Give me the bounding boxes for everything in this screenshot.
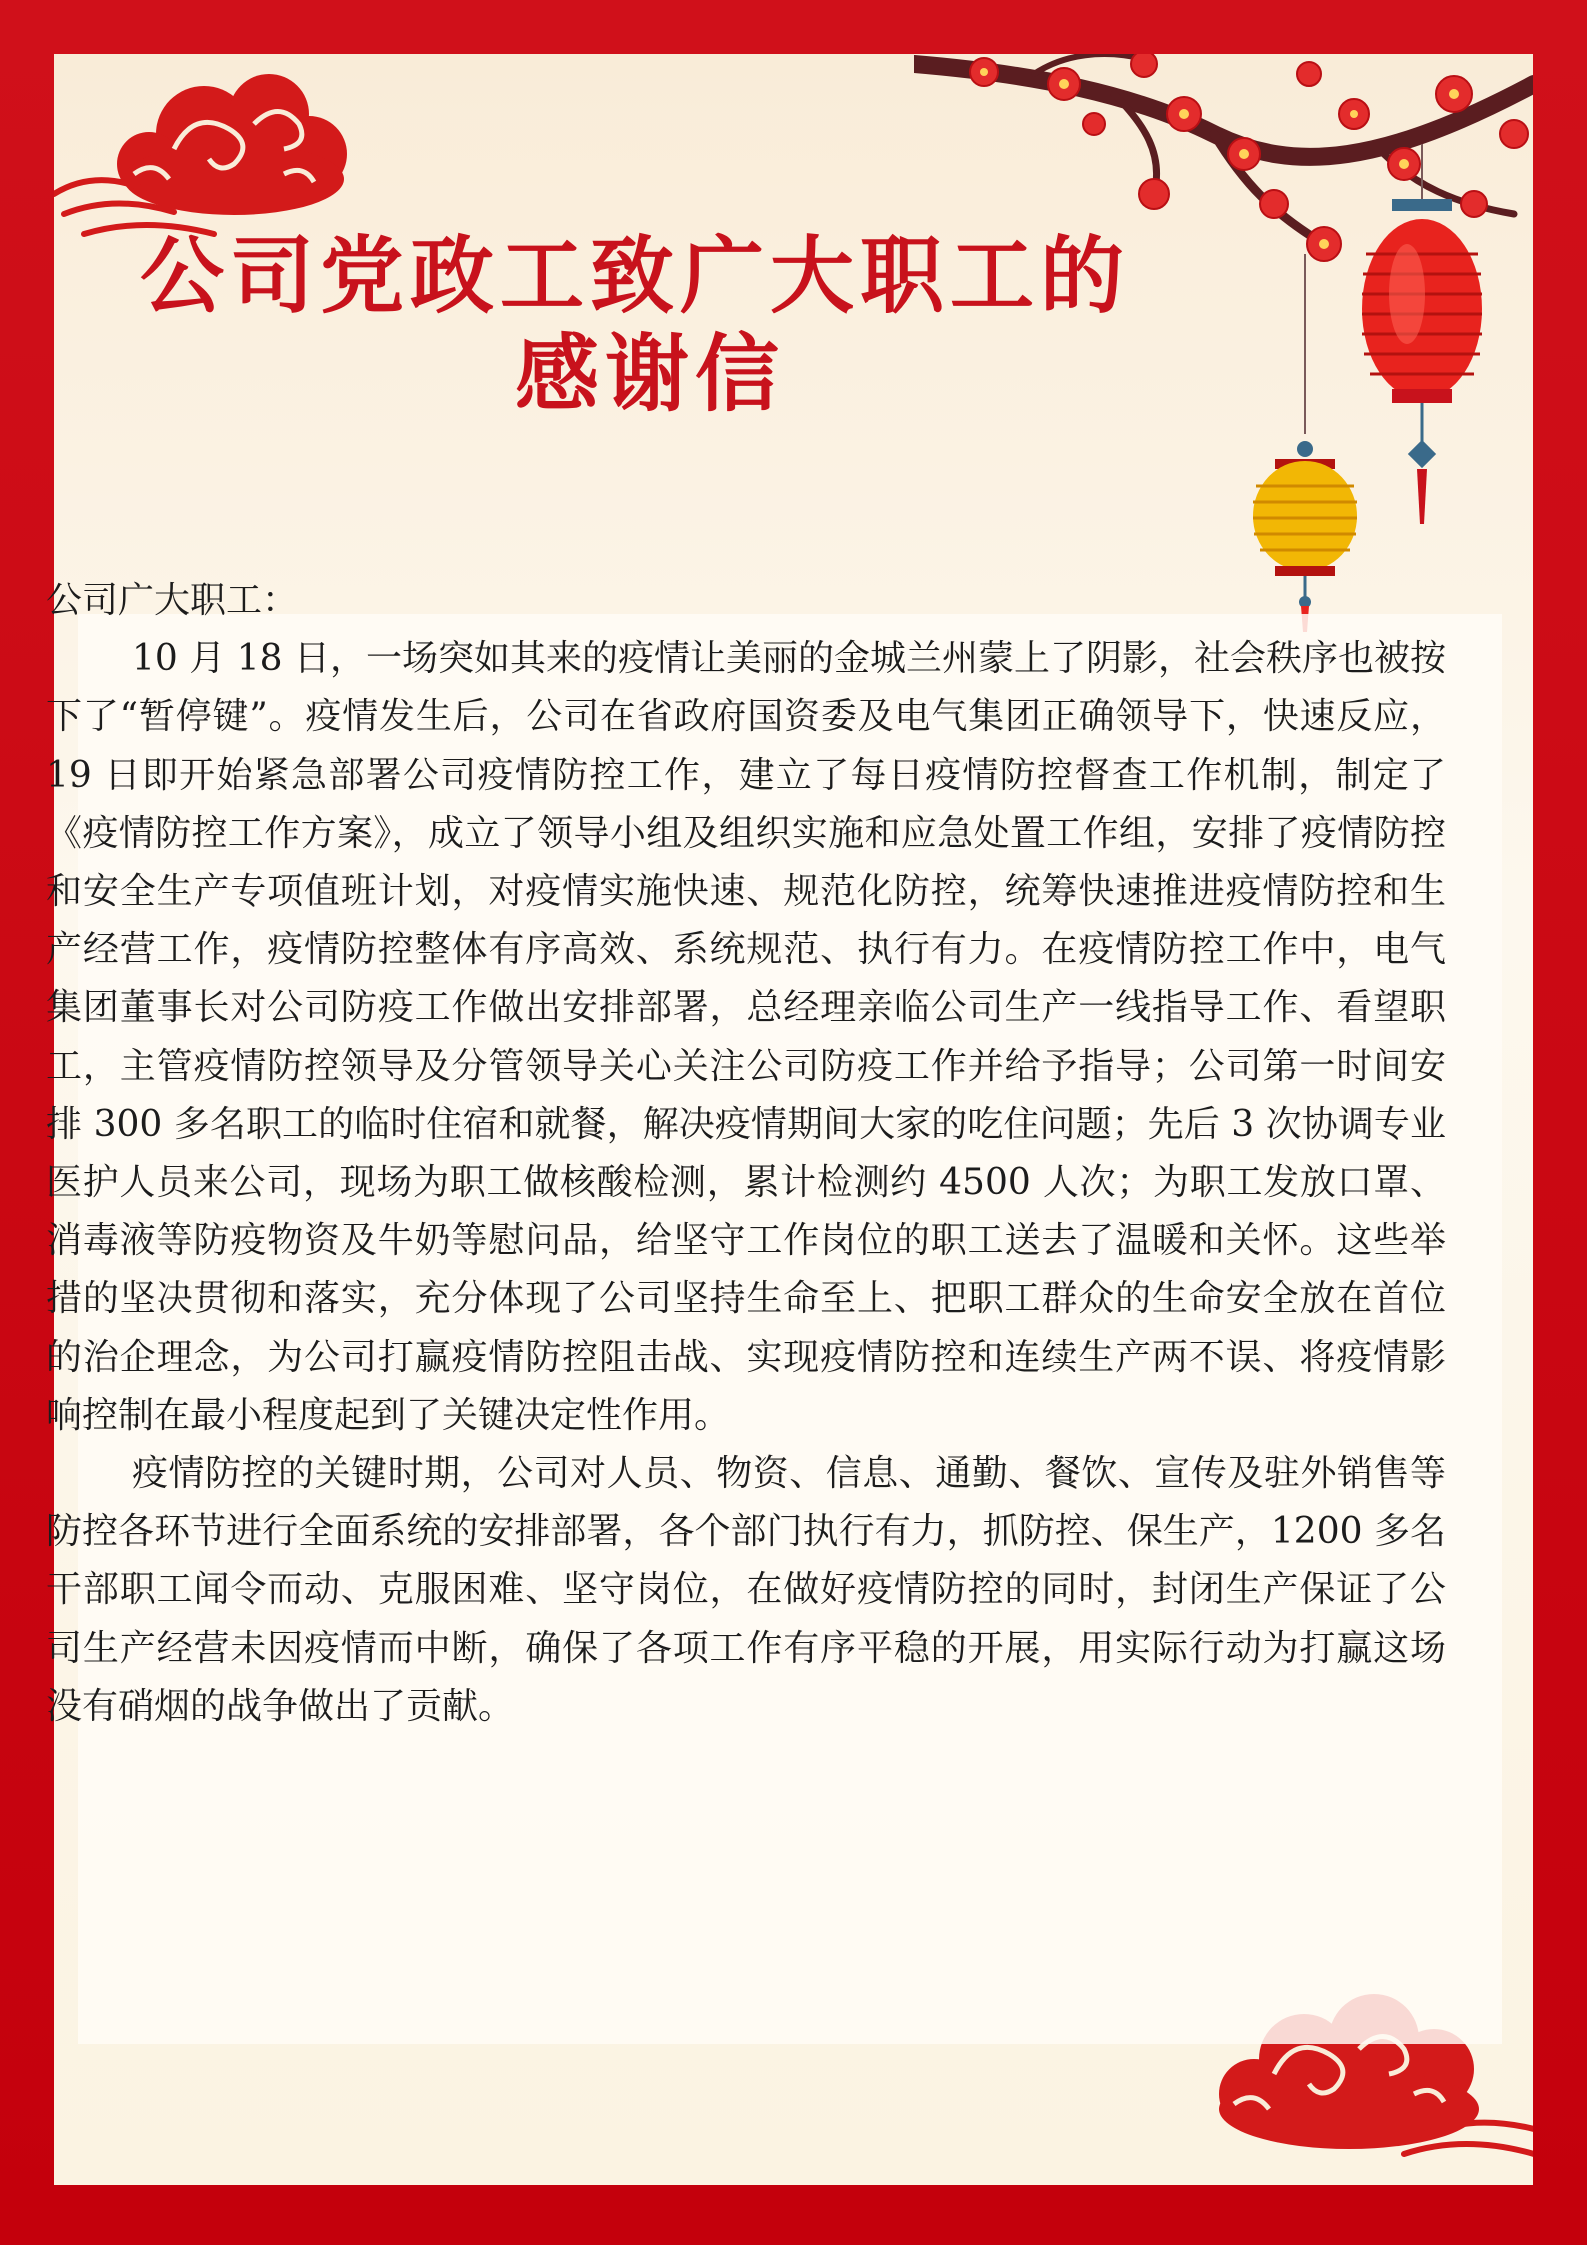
letter-paragraph: 疫情防控的关键时期，公司对人员、物资、信息、通勤、餐饮、宣传及驻外销售等防控各环节进行全面系统的安排部署，各个部门执行有力，抓防控、保生产，1200 多名干部职工闻令而动、克服困难、坚守岗位，在做好疫情防控的同时，封闭生产保证了公司生产经营未因疫情而中断，确保了各项工作有序平稳的开展，用实际行动为打赢这场没有硝烟的战争做出了贡献。 xyxy=(46,1453,1446,1727)
page-title: 公司党政工致广大职工的 xyxy=(139,226,1130,325)
auspicious-cloud-icon xyxy=(54,54,384,254)
red-lantern-icon xyxy=(1362,144,1482,534)
page-title-line2: 感谢信 xyxy=(514,324,785,423)
letter-paragraph: 10 月 18 日，一场突如其来的疫情让美丽的金城兰州蒙上了阴影，社会秩序也被按下了“暂停键”。疫情发生后，公司在省政府国资委及电气集团正确领导下，快速反应，19 日即开始紧急部署公司疫情防控工作，建立了每日疫情防控督查工作机制，制定了《疫情防控工作方案》，成立了领导小组及组织实施和应急处置工作组，安排了疫情防控和安全生产专项值班计划，对疫情实施快速、规范化防控，统筹快速推进疫情防控和生产经营工作，疫情防控整体有序高效、系统规范、执行有力。在疫情防控工作中，电气集团董事长对公司防疫工作做出安排部署，总经理亲临公司生产一线指导工作、看望职工，主管疫情防控领导及分管领导关心关注公司防疫工作并给予指导；公司第一时间安排 300 多名职工的临时住宿和就餐，解决疫情期间大家的吃住问题；先后 3 次协调专业医护人员来公司，现场为职工做核酸检测，累计检测约 4500 人次；为职工发放口罩、消毒液等防疫物资及牛奶等慰问品，给坚守工作岗位的职工送去了温暖和关怀。这些举措的坚决贯彻和落实，充分体现了公司坚持生命至上、把职工群众的生命安全放在首位的治企理念，为公司打赢疫情防控阻击战、实现疫情防控和连续生产两不误、将疫情影响控制在最小程度起到了关键决定性作用。 xyxy=(46,638,1446,1436)
letter-greeting: 公司广大职工： xyxy=(46,580,299,621)
letter-body xyxy=(46,572,1446,1736)
